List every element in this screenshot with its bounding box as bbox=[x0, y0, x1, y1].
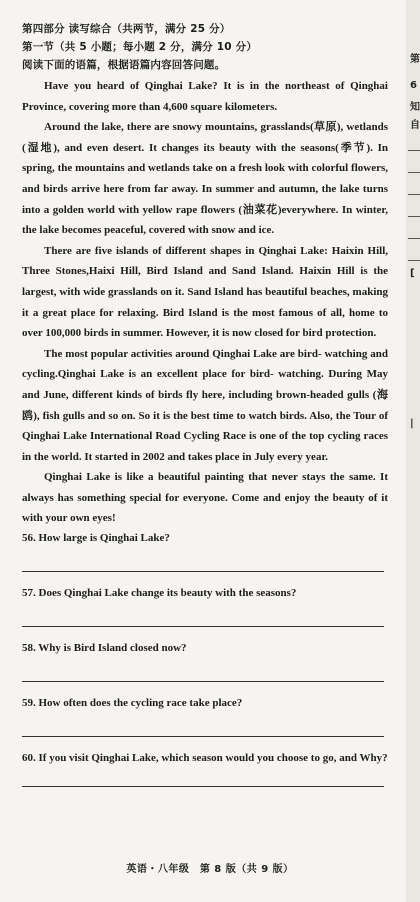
passage-paragraph-2: Around the lake, there are snowy mountains, grasslands(草原), wetlands (湿地), and even desert. It changes its beauty with the seasons(季节). In spring, the mountains and wetlands take on a fresh look with colorful flowers, and birds arrive here from far away. In summer and autumn, the lake turns into a golden world with yellow rape flowers (油菜花)everywhere. In winter, the lake becomes peaceful, covered with snow and ice. bbox=[22, 121, 388, 237]
part-heading: 第四部分 读写综合（共两节，满分 25 分） bbox=[22, 23, 231, 35]
next-page-edge bbox=[406, 0, 420, 902]
edge-char-4: 自 bbox=[410, 120, 420, 131]
answer-line-57[interactable] bbox=[22, 626, 384, 627]
edge-char-3: 知 bbox=[410, 102, 420, 113]
edge-table-rule-4 bbox=[408, 216, 420, 217]
passage-paragraph-3: There are five islands of different shapes in Qinghai Lake: Haixin Hill, Three Stones,Haixi Hill, Bird Island and Sand Island. Haixin Hill is the largest, with wide grasslands on it. Sand Island has beautiful beaches, making it a great place for relaxing. Bird Island is the most famous of all, home to over 100,000 birds in summer. However, it is now closed for bird protection. bbox=[22, 244, 388, 340]
instruction-heading: 阅读下面的语篇，根据语篇内容回答问题。 bbox=[22, 59, 226, 71]
question-59: 59. How often does the cycling race take place? bbox=[22, 697, 243, 710]
passage-paragraph-4: The most popular activities around Qinghai Lake are bird- watching and cycling.Qinghai Lake is an excellent place for bird- watching. During May and June, different kinds of birds fly here, including brown-headed gulls (海鸥), fish gulls and so on. So it is the best time to watch birds. Also, the Tour of Qinghai Lake International Road Cycling Race is one of the top cycling races in the world. It started in 2002 and takes place in July every year. bbox=[22, 347, 388, 463]
edge-char-2: 6 bbox=[410, 80, 417, 91]
question-58: 58. Why is Bird Island closed now? bbox=[22, 642, 187, 655]
edge-table-rule-6 bbox=[408, 260, 420, 261]
edge-table-rule-2 bbox=[408, 172, 420, 173]
answer-line-58[interactable] bbox=[22, 681, 384, 682]
page-footer: 英语・八年级 第 8 版（共 9 版） bbox=[126, 864, 294, 875]
question-60: 60. If you visit Qinghai Lake, which season would you choose to go, and Why? bbox=[22, 752, 388, 765]
edge-table-rule-3 bbox=[408, 194, 420, 195]
question-list bbox=[22, 529, 388, 787]
edge-table-rule-1 bbox=[408, 150, 420, 151]
question-57: 57. Does Qinghai Lake change its beauty with the seasons? bbox=[22, 587, 297, 600]
answer-line-59[interactable] bbox=[22, 736, 384, 737]
passage-paragraph-5: Qinghai Lake is like a beautiful painting that never stays the same. It always has something special for everyone. Come and enjoy the beauty of it with your own eyes! bbox=[22, 471, 388, 525]
edge-char-5: [ bbox=[410, 268, 415, 279]
edge-char-1: 第 bbox=[410, 54, 420, 65]
edge-table-rule-5 bbox=[408, 238, 420, 239]
passage bbox=[22, 76, 388, 529]
reading-section bbox=[22, 20, 388, 799]
answer-line-56[interactable] bbox=[22, 571, 384, 572]
answer-line-60[interactable] bbox=[22, 786, 384, 787]
passage-paragraph-1: Have you heard of Qinghai Lake? It is in the northeast of Qinghai Province, covering more than 4,600 square kilometers. bbox=[22, 80, 388, 113]
section-heading: 第一节（共 5 小题；每小题 2 分，满分 10 分） bbox=[22, 41, 258, 53]
edge-char-6: | bbox=[410, 418, 414, 429]
question-56: 56. How large is Qinghai Lake? bbox=[22, 532, 170, 545]
